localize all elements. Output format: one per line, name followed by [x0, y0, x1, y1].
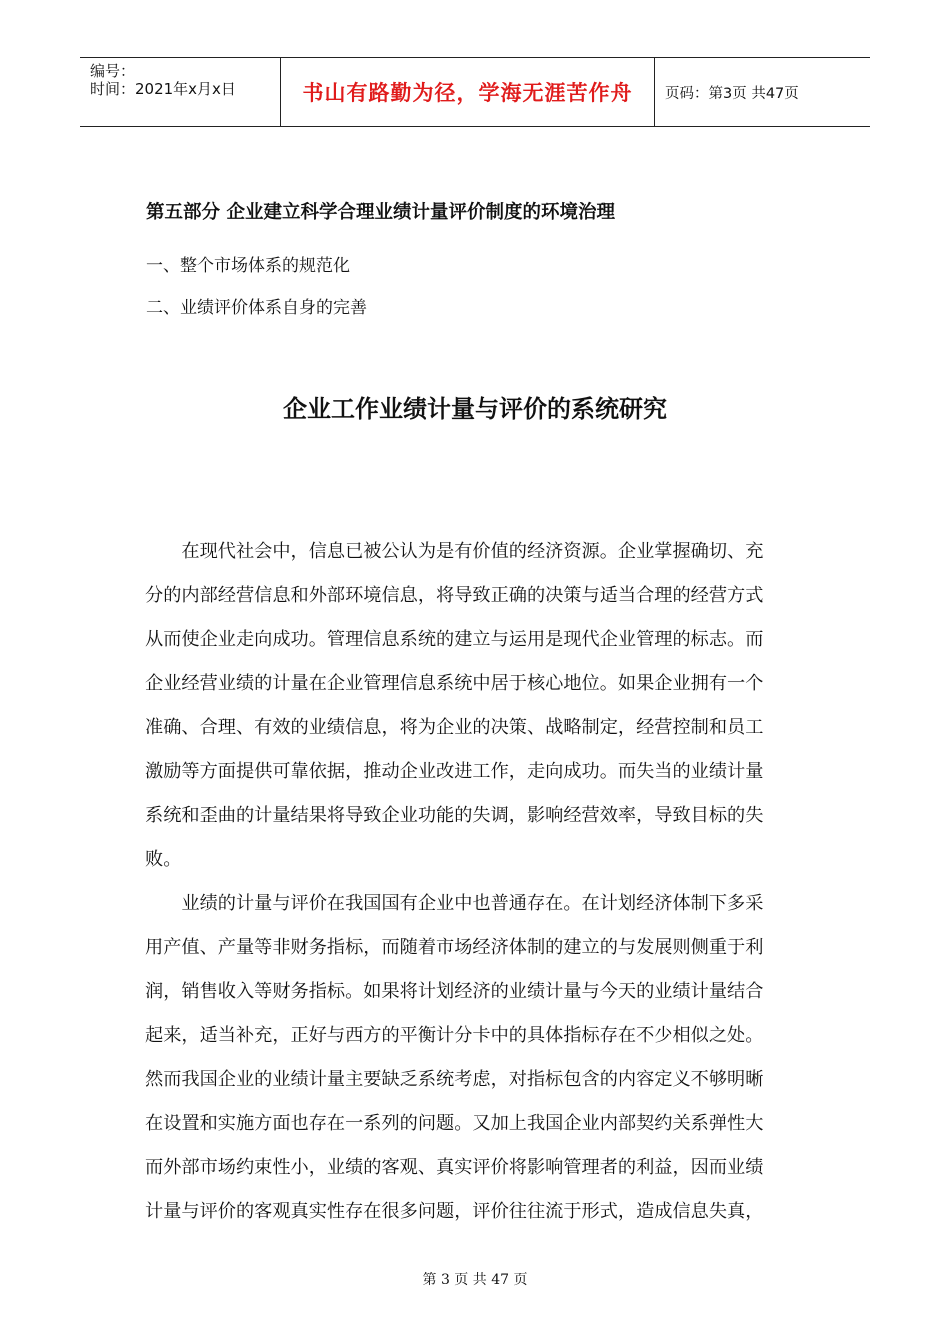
- body-line: 计量与评价的客观真实性存在很多问题，评价往往流于形式，造成信息失真，: [145, 1201, 764, 1222]
- body-line: 在设置和实施方面也存在一系列的问题。又加上我国企业内部契约关系弹性大: [145, 1113, 764, 1134]
- body-line: 激励等方面提供可靠依据，推动企业改进工作，走向成功。而失当的业绩计量: [145, 761, 764, 782]
- page-footer: 第 3 页 共 47 页: [422, 1272, 528, 1288]
- section-item: 二、业绩评价体系自身的完善: [146, 298, 367, 318]
- body-line: 然而我国企业的业绩计量主要缺乏系统考虑，对指标包含的内容定义不够明晰: [145, 1069, 764, 1090]
- header-meta: [80, 58, 281, 126]
- section-heading: 第五部分 企业建立科学合理业绩计量评价制度的环境治理: [146, 202, 615, 223]
- body-line: 败。: [145, 849, 182, 870]
- page-header: [80, 57, 870, 127]
- body-line: 系统和歪曲的计量结果将导致企业功能的失调，影响经营效率，导致目标的失: [145, 805, 764, 826]
- body-line: 用产值、产量等非财务指标，而随着市场经济体制的建立的与发展则侧重于利: [145, 937, 764, 958]
- document-number-label: 编号：: [90, 62, 136, 80]
- body-line: 从而使企业走向成功。管理信息系统的建立与运用是现代企业管理的标志。而: [145, 629, 764, 650]
- header-motto: 书山有路勤为径，学海无涯苦作舟: [281, 58, 655, 126]
- section-item: 一、整个市场体系的规范化: [146, 256, 350, 276]
- body-line: 企业经营业绩的计量在企业管理信息系统中居于核心地位。如果企业拥有一个: [145, 673, 764, 694]
- document-time-label: 时间：2021年x月x日: [90, 80, 236, 98]
- document-title: 企业工作业绩计量与评价的系统研究: [283, 395, 667, 423]
- body-line: 业绩的计量与评价在我国国有企业中也普通存在。在计划经济体制下多采: [145, 893, 764, 914]
- body-line: 润，销售收入等财务指标。如果将计划经济的业绩计量与今天的业绩计量结合: [145, 981, 764, 1002]
- body-line: 起来，适当补充，正好与西方的平衡计分卡中的具体指标存在不少相似之处。: [145, 1025, 764, 1046]
- body-text: [145, 530, 805, 1234]
- body-line: 准确、合理、有效的业绩信息，将为企业的决策、战略制定，经营控制和员工: [145, 717, 764, 738]
- body-line: 在现代社会中，信息已被公认为是有价值的经济资源。企业掌握确切、充: [145, 541, 764, 562]
- body-line: 而外部市场约束性小，业绩的客观、真实评价将影响管理者的利益，因而业绩: [145, 1157, 764, 1178]
- header-page-info: 页码：第3页 共47页: [665, 85, 799, 102]
- body-line: 分的内部经营信息和外部环境信息，将导致正确的决策与适当合理的经营方式: [145, 585, 764, 606]
